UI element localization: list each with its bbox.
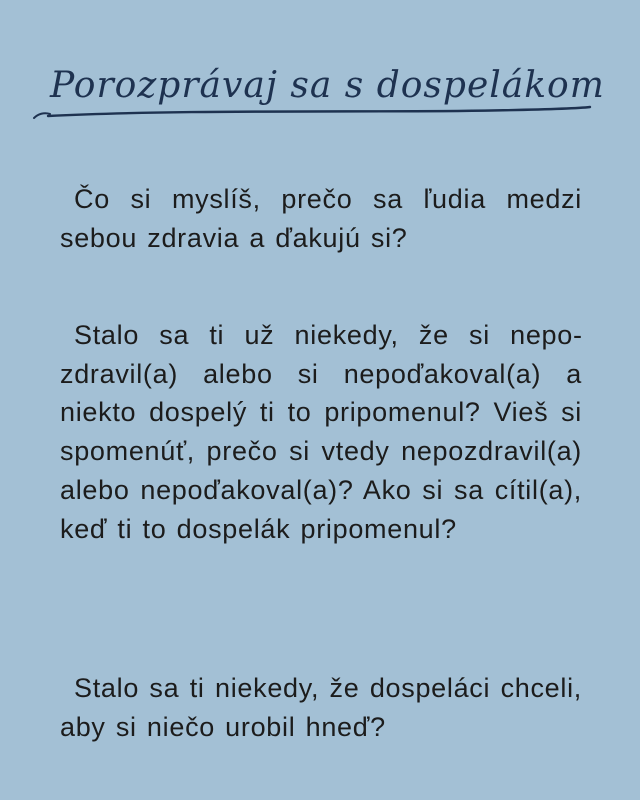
paragraph-1: Čo si myslíš, prečo sa ľudia medzi sebou zdravia a ďakujú si? (60, 184, 582, 253)
paragraph-2: Stalo sa ti už niekedy, že si nepozdravil(a) alebo si nepoďakoval(a) a niekto dospelý ti to pripomenul? Vieš si spomenúť, prečo si vtedy nepozdravil(a) alebo nepoďakoval(a)? Ako si sa cítil(a), keď ti to dospelák pripomenul? (60, 320, 582, 544)
page-title: Porozprávaj sa s dospelákom (50, 65, 605, 106)
heading (28, 52, 605, 132)
paragraph-3: Stalo sa ti niekedy, že dospeláci chceli, aby si niečo urobil hneď? (60, 673, 582, 742)
